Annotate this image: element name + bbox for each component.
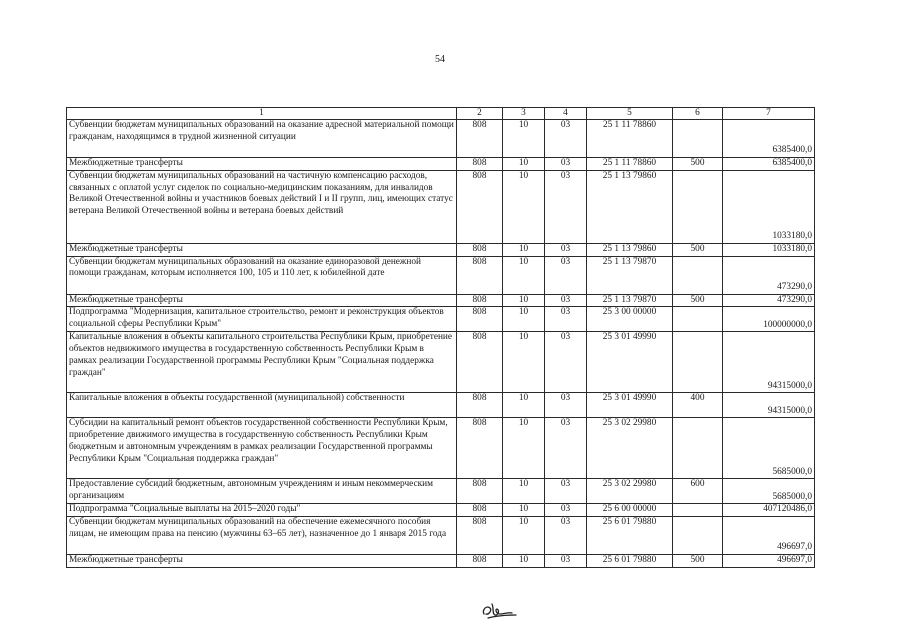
row-description: Межбюджетные трансферты: [67, 243, 457, 256]
cell-expense-type: [673, 418, 723, 479]
table-row: [67, 555, 815, 568]
cell-section: 10: [503, 170, 545, 243]
cell-ministry-code: 808: [457, 256, 503, 294]
cell-amount: 407120486,0: [723, 504, 815, 517]
row-description: Субвенции бюджетам муниципальных образований на оказание единоразовой денежной помощи гражданам, которым исполняется 100, 105 и 110 лет, к юбилейной дате: [67, 256, 457, 294]
cell-amount: 496697,0: [723, 555, 815, 568]
cell-section: 10: [503, 158, 545, 171]
cell-section: 10: [503, 418, 545, 479]
table-row: [67, 294, 815, 307]
cell-target-article: 25 3 00 00000: [587, 307, 673, 332]
row-description: Капитальные вложения в объекты капитального строительства Республики Крым, приобретение объектов недвижимого имущества в государственную собственность Республики Крым в рамках реализации Государственной программы Республики Крым "Социальная поддержка граждан": [67, 332, 457, 393]
cell-ministry-code: 808: [457, 170, 503, 243]
cell-expense-type: 500: [673, 243, 723, 256]
cell-subsection: 03: [545, 307, 587, 332]
row-description: Субсидии на капитальный ремонт объектов государственной собственности Республики Крым, приобретение движимого имущества в государственную собственность Республики Крым бюджетным и автономным учреждениям в рамках реализации Государственной программы Республики Крым "Социальная поддержка граждан": [67, 418, 457, 479]
cell-ministry-code: 808: [457, 517, 503, 555]
cell-target-article: 25 3 01 49990: [587, 393, 673, 418]
cell-target-article: 25 1 13 79870: [587, 256, 673, 294]
row-description: Межбюджетные трансферты: [67, 158, 457, 171]
cell-ministry-code: 808: [457, 158, 503, 171]
cell-target-article: 25 1 13 79870: [587, 294, 673, 307]
budget-table: [66, 107, 815, 568]
handwritten-signature: [478, 600, 524, 620]
table-row: [67, 479, 815, 504]
cell-section: 10: [503, 256, 545, 294]
row-description: Межбюджетные трансферты: [67, 555, 457, 568]
table-row: [67, 243, 815, 256]
cell-ministry-code: 808: [457, 418, 503, 479]
cell-subsection: 03: [545, 517, 587, 555]
cell-subsection: 03: [545, 504, 587, 517]
table-row: [67, 393, 815, 418]
cell-target-article: 25 6 01 79880: [587, 555, 673, 568]
cell-amount: 473290,0: [723, 256, 815, 294]
header-cell: 6: [673, 108, 723, 120]
cell-expense-type: [673, 256, 723, 294]
row-description: Межбюджетные трансферты: [67, 294, 457, 307]
cell-amount: 5685000,0: [723, 479, 815, 504]
row-description: Капитальные вложения в объекты государственной (муниципальной) собственности: [67, 393, 457, 418]
cell-target-article: 25 1 13 79860: [587, 170, 673, 243]
cell-amount: 6385400,0: [723, 120, 815, 158]
row-description: Подпрограмма "Модернизация, капитальное строительство, ремонт и реконструкция объектов социальной сферы Республики Крым": [67, 307, 457, 332]
cell-expense-type: 400: [673, 393, 723, 418]
header-cell: 3: [503, 108, 545, 120]
table-body: [67, 120, 815, 568]
row-description: Подпрограмма "Социальные выплаты на 2015–2020 годы": [67, 504, 457, 517]
cell-expense-type: [673, 517, 723, 555]
cell-expense-type: [673, 170, 723, 243]
cell-subsection: 03: [545, 256, 587, 294]
cell-amount: 94315000,0: [723, 332, 815, 393]
header-cell: 2: [457, 108, 503, 120]
cell-amount: 6385400,0: [723, 158, 815, 171]
cell-amount: 94315000,0: [723, 393, 815, 418]
cell-expense-type: 500: [673, 555, 723, 568]
cell-expense-type: [673, 332, 723, 393]
table-row: [67, 418, 815, 479]
cell-section: 10: [503, 479, 545, 504]
cell-subsection: 03: [545, 555, 587, 568]
cell-subsection: 03: [545, 294, 587, 307]
table-row: [67, 170, 815, 243]
row-description: Субвенции бюджетам муниципальных образований на частичную компенсацию расходов, связанных с оплатой услуг сиделок по социально-медицинским показаниям, для инвалидов Великой Отечественной войны и участников боевых действий I и II групп, лиц, имеющих статус ветерана Великой Отечественной войны и ветерана боевых действий: [67, 170, 457, 243]
cell-amount: 473290,0: [723, 294, 815, 307]
cell-ministry-code: 808: [457, 504, 503, 517]
cell-ministry-code: 808: [457, 294, 503, 307]
header-cell: 1: [67, 108, 457, 120]
cell-expense-type: 500: [673, 158, 723, 171]
cell-subsection: 03: [545, 120, 587, 158]
header-cell: 4: [545, 108, 587, 120]
cell-subsection: 03: [545, 243, 587, 256]
cell-subsection: 03: [545, 332, 587, 393]
cell-ministry-code: 808: [457, 120, 503, 158]
cell-subsection: 03: [545, 479, 587, 504]
table-row: [67, 256, 815, 294]
cell-section: 10: [503, 120, 545, 158]
cell-ministry-code: 808: [457, 307, 503, 332]
cell-subsection: 03: [545, 393, 587, 418]
cell-section: 10: [503, 393, 545, 418]
cell-section: 10: [503, 294, 545, 307]
cell-amount: 1033180,0: [723, 243, 815, 256]
table-row: [67, 120, 815, 158]
cell-subsection: 03: [545, 170, 587, 243]
table-header-row: [67, 108, 815, 120]
cell-section: 10: [503, 504, 545, 517]
cell-target-article: 25 6 00 00000: [587, 504, 673, 517]
cell-target-article: 25 3 02 29980: [587, 418, 673, 479]
cell-target-article: 25 1 11 78860: [587, 120, 673, 158]
page-number: 54: [435, 54, 445, 65]
cell-amount: 100000000,0: [723, 307, 815, 332]
cell-subsection: 03: [545, 418, 587, 479]
header-cell: 7: [723, 108, 815, 120]
table-row: [67, 307, 815, 332]
cell-expense-type: 500: [673, 294, 723, 307]
cell-target-article: 25 1 11 78860: [587, 158, 673, 171]
cell-target-article: 25 3 01 49990: [587, 332, 673, 393]
row-description: Субвенции бюджетам муниципальных образований на оказание адресной материальной помощи гражданам, находящимся в трудной жизненной ситуации: [67, 120, 457, 158]
cell-expense-type: [673, 307, 723, 332]
cell-ministry-code: 808: [457, 243, 503, 256]
cell-ministry-code: 808: [457, 393, 503, 418]
cell-ministry-code: 808: [457, 479, 503, 504]
cell-amount: 1033180,0: [723, 170, 815, 243]
cell-amount: 5685000,0: [723, 418, 815, 479]
cell-section: 10: [503, 307, 545, 332]
cell-expense-type: [673, 504, 723, 517]
table-row: [67, 504, 815, 517]
cell-expense-type: 600: [673, 479, 723, 504]
cell-ministry-code: 808: [457, 555, 503, 568]
table-row: [67, 517, 815, 555]
row-description: Субвенции бюджетам муниципальных образований на обеспечение ежемесячного пособия лицам, не имеющим права на пенсию (мужчины 63–65 лет), назначенное до 1 января 2015 года: [67, 517, 457, 555]
cell-section: 10: [503, 517, 545, 555]
cell-section: 10: [503, 555, 545, 568]
row-description: Предоставление субсидий бюджетным, автономным учреждениям и иным некоммерческим организациям: [67, 479, 457, 504]
cell-expense-type: [673, 120, 723, 158]
cell-ministry-code: 808: [457, 332, 503, 393]
table-row: [67, 332, 815, 393]
cell-amount: 496697,0: [723, 517, 815, 555]
cell-target-article: 25 6 01 79880: [587, 517, 673, 555]
cell-section: 10: [503, 332, 545, 393]
cell-section: 10: [503, 243, 545, 256]
cell-subsection: 03: [545, 158, 587, 171]
table-row: [67, 158, 815, 171]
header-cell: 5: [587, 108, 673, 120]
cell-target-article: 25 1 13 79860: [587, 243, 673, 256]
cell-target-article: 25 3 02 29980: [587, 479, 673, 504]
